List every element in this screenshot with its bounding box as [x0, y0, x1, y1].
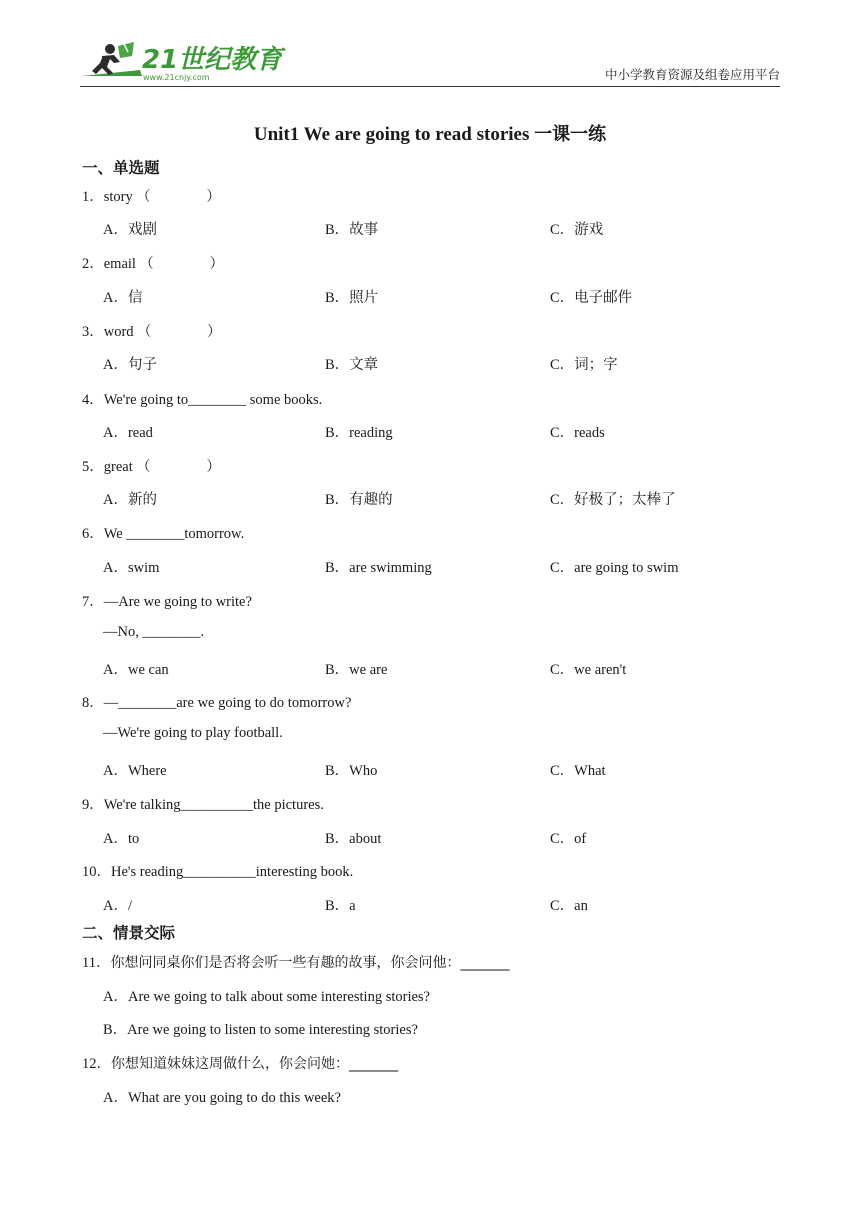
answer-blank[interactable]: （ ）: [136, 459, 221, 475]
q10-option-b[interactable]: B．a: [325, 898, 356, 914]
page-header: [80, 38, 780, 88]
q8-option-c[interactable]: C．What: [550, 763, 606, 779]
q5-option-b[interactable]: B．有趣的: [325, 492, 393, 508]
q3-option-c[interactable]: C．词；字: [550, 357, 618, 373]
q1-option-a[interactable]: A．戏剧: [103, 222, 157, 238]
question-11: 11．你想问同桌你们是否将会听一些有趣的故事，你会问他：_______: [82, 955, 510, 971]
q7-option-a[interactable]: A．we can: [103, 662, 169, 678]
question-4: 4．We're going to________ some books.: [82, 392, 323, 408]
question-8: 8．—________are we going to do tomorrow?: [82, 695, 352, 711]
question-9: 9．We're talking__________the pictures.: [82, 797, 324, 813]
q4-option-a[interactable]: A．read: [103, 425, 153, 441]
answer-blank[interactable]: （ ）: [136, 189, 221, 205]
section-heading-single-choice: 一、单选题: [82, 159, 160, 177]
q8-option-a[interactable]: A．Where: [103, 763, 167, 779]
answer-blank[interactable]: （ ）: [139, 256, 224, 272]
platform-label: 中小学教育资源及组卷应用平台: [604, 67, 780, 82]
logo: [80, 40, 283, 84]
section-heading-situational: 二、情景交际: [82, 924, 176, 942]
answer-blank[interactable]: （ ）: [137, 324, 222, 340]
svg-text:21世纪教育: 21世纪教育: [142, 45, 283, 75]
q4-option-b[interactable]: B．reading: [325, 425, 393, 441]
q5-option-c[interactable]: C．好极了；太棒了: [550, 492, 676, 508]
runner-logo-icon: [80, 40, 283, 84]
title-en: Unit1 We are going to read stories: [253, 124, 530, 145]
q7-line-2: —No, ________.: [103, 624, 205, 640]
q7-option-b[interactable]: B．we are: [325, 662, 388, 678]
q9-option-b[interactable]: B．about: [325, 831, 382, 847]
q1-option-c[interactable]: C．游戏: [550, 222, 604, 238]
q2-option-b[interactable]: B．照片: [325, 290, 379, 306]
q8-option-b[interactable]: B．Who: [325, 763, 378, 779]
question-3: 3．word （ ）: [82, 320, 221, 341]
q8-line-2: —We're going to play football.: [103, 725, 283, 741]
q4-option-c[interactable]: C．reads: [550, 425, 605, 441]
question-5: 5．great （ ）: [82, 455, 220, 476]
question-10: 10．He's reading__________interesting book.: [82, 864, 354, 880]
q2-option-a[interactable]: A．信: [103, 290, 143, 306]
q11-option-a[interactable]: A．Are we going to talk about some interesting stories?: [103, 989, 430, 1005]
q7-option-c[interactable]: C．we aren't: [550, 662, 627, 678]
q10-option-c[interactable]: C．an: [550, 898, 588, 914]
q6-option-c[interactable]: C．are going to swim: [550, 560, 679, 576]
q3-option-a[interactable]: A．句子: [103, 357, 157, 373]
svg-text:www.21cnjy.com: www.21cnjy.com: [143, 73, 210, 82]
q1-option-b[interactable]: B．故事: [325, 222, 379, 238]
q6-option-a[interactable]: A．swim: [103, 560, 160, 576]
q3-option-b[interactable]: B．文章: [325, 357, 379, 373]
question-1: 1．story （ ）: [82, 185, 220, 206]
page-title: [0, 120, 860, 146]
question-6: 6．We ________tomorrow.: [82, 526, 245, 542]
question-2: 2．email （ ）: [82, 252, 224, 273]
q12-option-a[interactable]: A．What are you going to do this week?: [103, 1090, 341, 1106]
q10-option-a[interactable]: A．/: [103, 898, 132, 914]
title-cn: 一课一练: [534, 124, 607, 145]
header-divider: [80, 86, 780, 87]
question-7: 7．—Are we going to write?: [82, 594, 252, 610]
q11-option-b[interactable]: B．Are we going to listen to some interesting stories?: [103, 1022, 418, 1038]
q9-option-a[interactable]: A．to: [103, 831, 140, 847]
q6-option-b[interactable]: B．are swimming: [325, 560, 432, 576]
q9-option-c[interactable]: C．of: [550, 831, 587, 847]
q5-option-a[interactable]: A．新的: [103, 492, 157, 508]
question-12: 12．你想知道妹妹这周做什么，你会问她：_______: [82, 1056, 398, 1072]
q2-option-c[interactable]: C．电子邮件: [550, 290, 633, 306]
